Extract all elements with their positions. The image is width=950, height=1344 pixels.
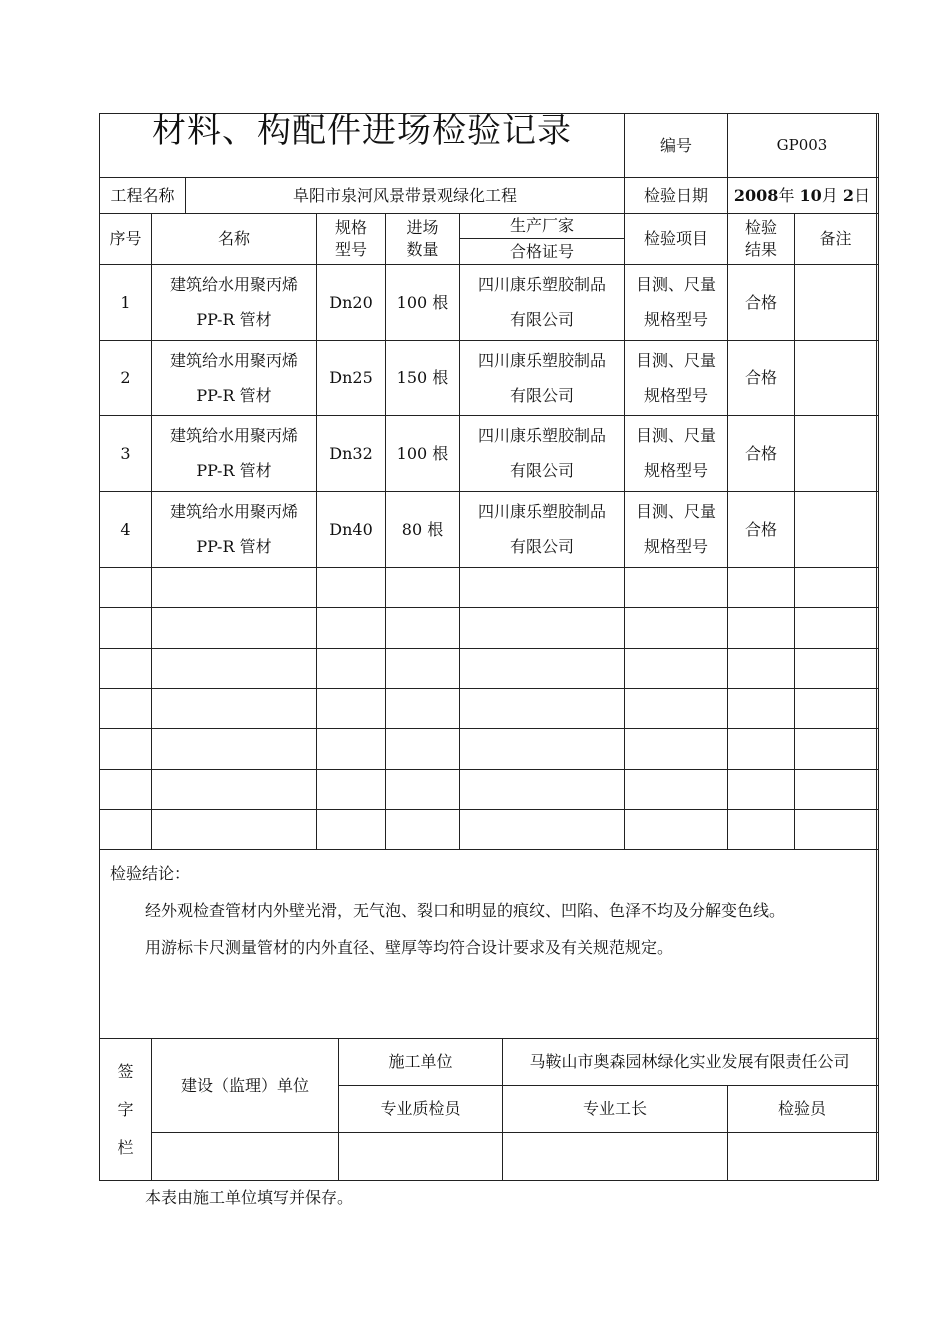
row-name: 建筑给水用聚丙烯 PP-R 管材 xyxy=(169,275,298,329)
col-seq: 序号 xyxy=(109,229,142,248)
table-line xyxy=(151,1132,879,1133)
col-cert: 合格证号 xyxy=(509,241,574,261)
project-label: 工程名称 xyxy=(110,185,175,205)
table-line xyxy=(794,213,795,849)
table-line xyxy=(99,648,879,649)
table-line xyxy=(99,567,879,568)
col-name: 名称 xyxy=(217,229,250,248)
row-spec: Dn25 xyxy=(329,368,373,387)
row-seq: 1 xyxy=(120,292,131,312)
row-result: 合格 xyxy=(744,443,777,463)
col-maker: 生产厂家 xyxy=(509,216,574,235)
row-name: 建筑给水用聚丙烯 PP-R 管材 xyxy=(169,426,298,480)
row-qty: 150 根 xyxy=(396,368,449,387)
contractor-label: 施工单位 xyxy=(388,1052,453,1071)
row-result: 合格 xyxy=(744,368,777,387)
foreman-label: 专业工长 xyxy=(582,1099,647,1118)
inspector-label: 检验员 xyxy=(777,1099,826,1118)
row-items: 目测、尺量 规格型号 xyxy=(635,275,716,329)
conclusion-line-1: 经外观检查管材内外壁光滑，无气泡、裂口和明显的痕纹、凹陷、色泽不均及分解变色线。 xyxy=(145,901,786,920)
inspection-date: 2008 年 10 月 2 日 xyxy=(733,185,871,205)
col-result: 检验 结果 xyxy=(744,218,777,259)
row-maker: 四川康乐塑胶制品 有限公司 xyxy=(477,426,606,480)
row-seq: 2 xyxy=(120,368,131,387)
row-maker: 四川康乐塑胶制品 有限公司 xyxy=(477,350,606,405)
row-items: 目测、尺量 规格型号 xyxy=(635,426,716,480)
owner-unit-label: 建设（监理）单位 xyxy=(180,1075,309,1095)
row-name: 建筑给水用聚丙烯 PP-R 管材 xyxy=(169,350,298,405)
col-spec: 规格 型号 xyxy=(334,218,367,259)
row-spec: Dn20 xyxy=(329,292,373,312)
number-value: GP003 xyxy=(776,136,828,154)
table-line xyxy=(99,849,879,850)
table-line xyxy=(878,113,879,1181)
row-maker: 四川康乐塑胶制品 有限公司 xyxy=(477,502,606,556)
row-items: 目测、尺量 规格型号 xyxy=(635,502,716,556)
row-seq: 4 xyxy=(120,519,131,539)
table-line xyxy=(99,688,879,689)
row-qty: 100 根 xyxy=(396,443,449,463)
row-qty: 100 根 xyxy=(396,292,449,312)
row-maker: 四川康乐塑胶制品 有限公司 xyxy=(477,275,606,329)
col-qty: 进场 数量 xyxy=(406,218,439,259)
col-items: 检验项目 xyxy=(643,229,708,248)
footer-note: 本表由施工单位填写并保存。 xyxy=(145,1188,354,1207)
row-seq: 3 xyxy=(120,443,131,463)
row-spec: Dn32 xyxy=(329,443,373,463)
document-title: 材料、构配件进场检验记录 xyxy=(152,111,572,151)
signature-label: 签 字 栏 xyxy=(117,1061,134,1157)
table-line xyxy=(99,769,879,770)
date-label: 检验日期 xyxy=(643,185,708,205)
row-spec: Dn40 xyxy=(329,519,373,539)
row-qty: 80 根 xyxy=(401,519,444,539)
row-result: 合格 xyxy=(744,519,777,539)
col-remark: 备注 xyxy=(819,229,852,248)
table-line xyxy=(876,113,877,1181)
conclusion-label: 检验结论： xyxy=(110,864,191,883)
table-line xyxy=(99,728,879,729)
number-label: 编号 xyxy=(659,135,692,155)
row-name: 建筑给水用聚丙烯 PP-R 管材 xyxy=(169,502,298,556)
row-items: 目测、尺量 规格型号 xyxy=(635,350,716,405)
table-line xyxy=(99,1180,879,1181)
quality-inspector-label: 专业质检员 xyxy=(380,1099,461,1118)
contractor-name: 马鞍山市奥森园林绿化实业发展有限责任公司 xyxy=(529,1052,850,1071)
table-line xyxy=(99,809,879,810)
project-name: 阜阳市泉河风景带景观绿化工程 xyxy=(292,185,517,205)
row-result: 合格 xyxy=(744,292,777,312)
conclusion-line-2: 用游标卡尺测量管材的内外直径、壁厚等均符合设计要求及有关规范规定。 xyxy=(145,938,674,957)
table-line xyxy=(99,607,879,608)
